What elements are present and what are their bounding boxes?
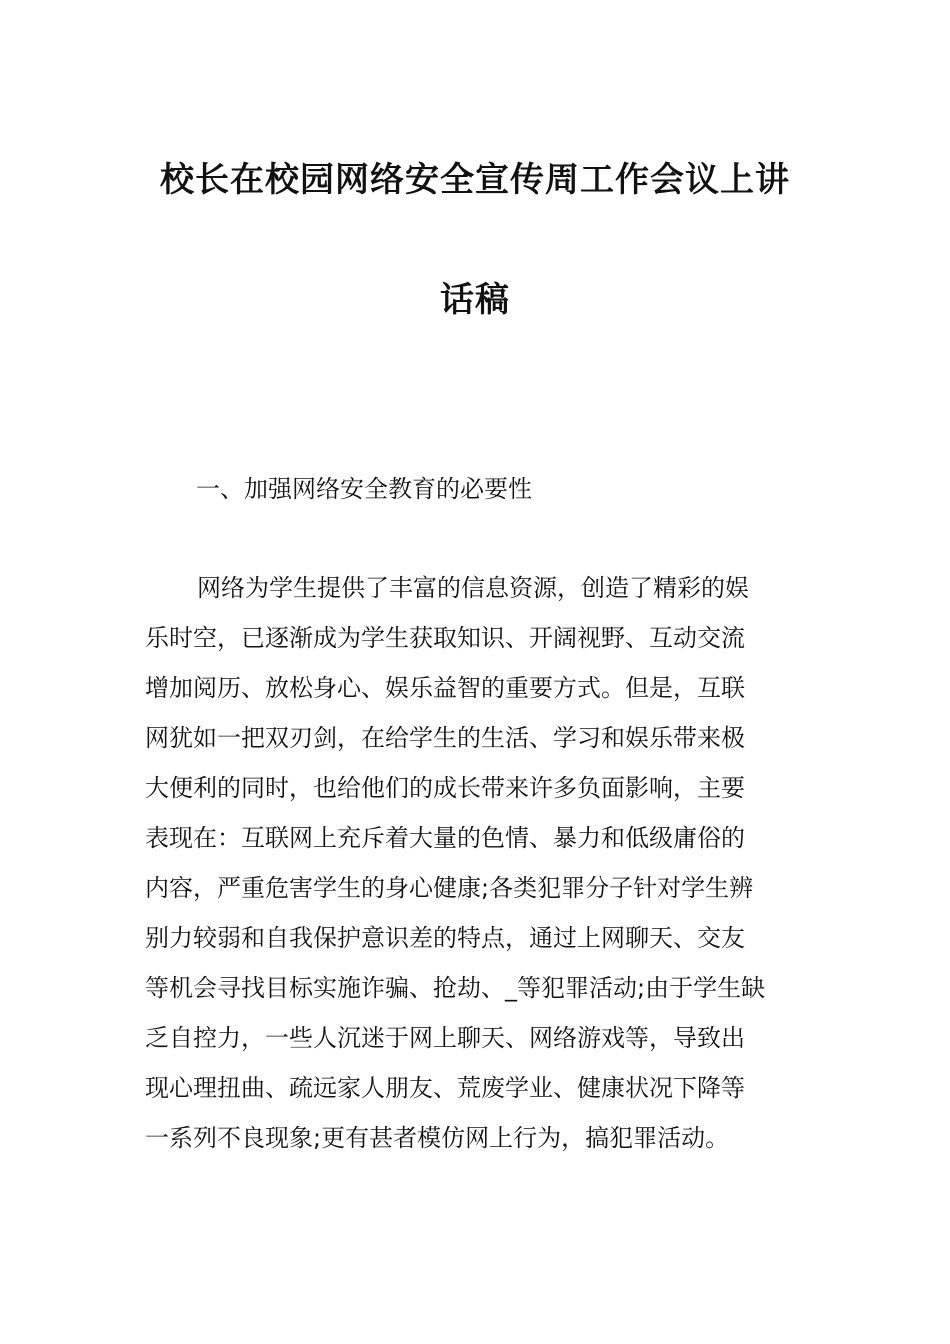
paragraph-line: 网犹如一把双刃剑，在给学生的生活、学习和娱乐带来极 xyxy=(145,724,745,752)
paragraph-line: 内容，严重危害学生的身心健康;各类犯罪分子针对学生辨 xyxy=(145,874,754,902)
paragraph-line: 大便利的同时，也给他们的成长带来许多负面影响，主要 xyxy=(145,774,745,802)
paragraph-line: 乏自控力，一些人沉迷于网上聊天、网络游戏等，导致出 xyxy=(145,1024,745,1052)
paragraph-line: 乐时空，已逐渐成为学生获取知识、开阔视野、互动交流 xyxy=(145,624,745,652)
paragraph-line: 增加阅历、放松身心、娱乐益智的重要方式。但是，互联 xyxy=(145,674,745,702)
paragraph-line: 现心理扭曲、疏远家人朋友、荒废学业、健康状况下降等 xyxy=(145,1074,745,1102)
paragraph-line: 表现在：互联网上充斥着大量的色情、暴力和低级庸俗的 xyxy=(145,824,745,852)
paragraph-line: 等机会寻找目标实施诈骗、抢劫、_等犯罪活动;由于学生缺 xyxy=(145,974,766,1002)
document-title-line-1: 校长在校园网络安全宣传周工作会议上讲 xyxy=(160,160,790,200)
document-title-line-2: 话稿 xyxy=(440,280,510,320)
paragraph-line: 网络为学生提供了丰富的信息资源，创造了精彩的娱 xyxy=(197,574,749,602)
section-heading: 一、加强网络安全教育的必要性 xyxy=(196,475,532,503)
paragraph-line: 一系列不良现象;更有甚者模仿网上行为，搞犯罪活动。 xyxy=(145,1124,730,1152)
paragraph-line: 别力较弱和自我保护意识差的特点，通过上网聊天、交友 xyxy=(145,924,745,952)
body-paragraph xyxy=(145,563,815,1163)
